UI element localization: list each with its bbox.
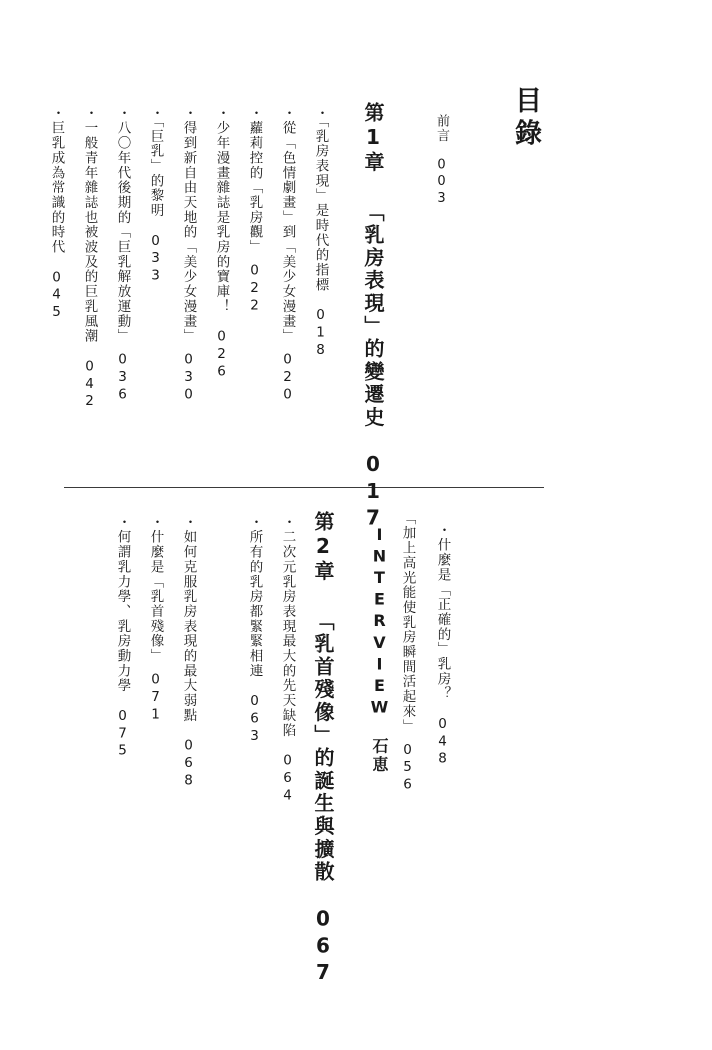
toc-entry-t7[interactable]: ・八〇年代後期的「巨乳解放運動」 036 xyxy=(114,106,131,404)
toc-entry-b3[interactable]: ・二次元乳房表現最大的先天缺陷 064 xyxy=(279,515,296,805)
toc-entry-b1[interactable]: ・什麼是「正確的」乳房？ 048 xyxy=(434,523,451,769)
toc-section-top xyxy=(48,96,652,533)
toc-chapter-1[interactable]: 第1章 「乳房表現」的變遷史 017 xyxy=(361,102,385,533)
toc-chapter-2[interactable]: 第2章 「乳首殘像」的誕生與擴散 067 xyxy=(311,511,335,987)
page-title: 目錄 xyxy=(510,86,541,152)
toc-entry-t8[interactable]: ・一般青年雜誌也被波及的巨乳風潮 042 xyxy=(81,106,98,411)
toc-entry-preface[interactable]: 前言 003 xyxy=(434,114,449,208)
toc-interview-heading[interactable]: INTERVIEW 石恵 xyxy=(370,525,389,775)
toc-entry-b6[interactable]: ・什麼是「乳首殘像」 071 xyxy=(147,515,164,724)
toc-entry-t2[interactable]: ・從「色情劇畫」到「美少女漫畫」 020 xyxy=(279,106,296,404)
toc-entry-b4[interactable]: ・所有的乳房都緊緊相連 063 xyxy=(246,515,263,746)
section-divider xyxy=(64,487,544,488)
toc-entry-t4[interactable]: ・少年漫畫雜誌是乳房的寶庫！ 026 xyxy=(213,106,230,381)
toc-entry-b2[interactable]: 「加上高光能使乳房瞬間活起來」 056 xyxy=(399,511,416,794)
toc-entry-b7[interactable]: ・何謂乳力學、乳房動力學 075 xyxy=(114,515,131,761)
toc-entry-b5[interactable]: ・如何克服乳房表現的最大弱點 068 xyxy=(180,515,197,790)
toc-entry-t6[interactable]: ・「巨乳」的黎明 033 xyxy=(147,106,164,285)
toc-entry-t5[interactable]: ・得到新自由天地的「美少女漫畫」 030 xyxy=(180,106,197,404)
toc-section-bottom xyxy=(60,505,652,987)
toc-entry-t3[interactable]: ・蘿莉控的「乳房觀」 022 xyxy=(246,106,263,315)
toc-entry-t9[interactable]: ・巨乳成為常識的時代 045 xyxy=(48,106,65,322)
toc-entry-t1[interactable]: ・「乳房表現」是時代的指標 018 xyxy=(312,106,329,360)
